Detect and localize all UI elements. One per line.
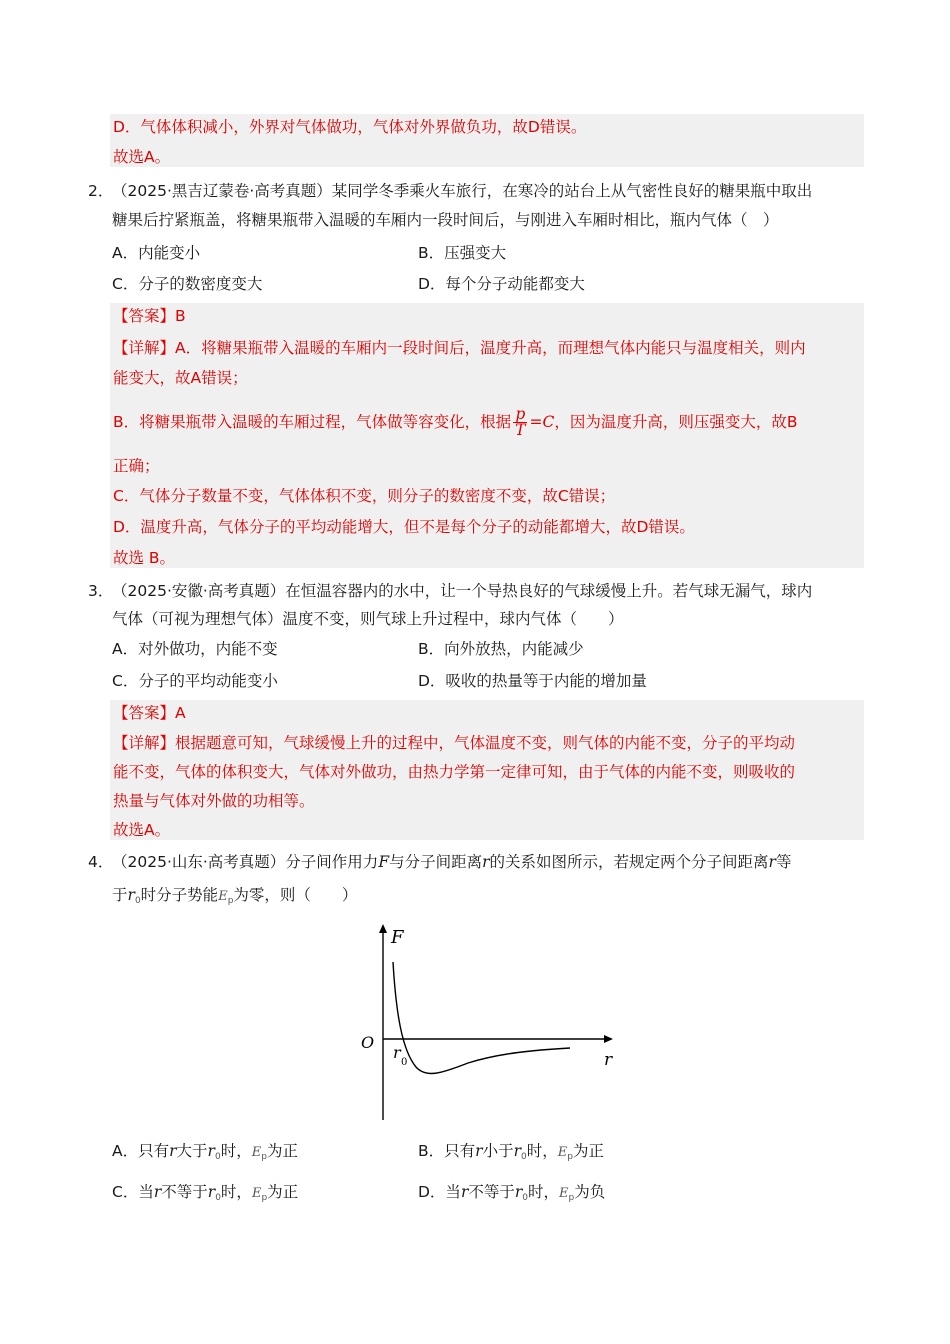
fraction-denominator: T: [515, 421, 526, 439]
q4-option-b: [418, 1140, 604, 1168]
q3-answer: 【答案】A: [113, 704, 186, 722]
q2-number: 2．: [88, 182, 114, 200]
q2-detail-line2: 能变大，故A错误；: [113, 369, 248, 387]
fraction-numerator: p: [513, 407, 527, 423]
var-Ep: E: [251, 1145, 262, 1160]
var-Ep: E: [251, 1186, 262, 1201]
q2-stem-line1: （2025·黑吉辽蒙卷·高考真题）某同学冬季乘火车旅行，在寒冷的站台上从气密性良好的糖果瓶中取出: [112, 182, 813, 200]
var-r0-subscript: 0: [522, 1193, 529, 1203]
q2-option-b-analysis: [113, 404, 797, 440]
option-text: B．只有: [418, 1142, 476, 1160]
var-Ep-subscript: p: [567, 1152, 573, 1162]
y-axis-label: F: [391, 927, 404, 948]
q1-option-d-analysis: D．气体体积减小，外界对气体做功，气体对外界做负功，故D错误。: [113, 118, 587, 136]
var-r0: r: [127, 886, 135, 904]
q2-option-a: A．内能变小: [112, 244, 201, 262]
var-Ep-subscript: p: [261, 1193, 268, 1203]
option-text: 时，: [526, 1142, 558, 1160]
option-text: D．当: [418, 1183, 461, 1201]
option-text: 不等于: [161, 1183, 208, 1201]
force-curve: [393, 962, 570, 1074]
var-Ep: E: [557, 1145, 568, 1160]
var-r0: r: [207, 1183, 216, 1201]
var-r0: r: [207, 1142, 215, 1160]
q4-stem-text-g: 为零，则（ ）: [233, 886, 358, 904]
q3-detail-line1: 【详解】根据题意可知，气球缓慢上升的过程中，气体温度不变，则气体的内能不变，分子的平均动: [113, 734, 796, 752]
q2-b-text-suffix: ，因为温度升高，则压强变大，故B: [554, 413, 798, 431]
q3-conclusion: 故选A。: [113, 821, 171, 839]
q2-conclusion: 故选 B。: [113, 549, 176, 567]
q2-option-c-analysis: C．气体分子数量不变，气体体积不变，则分子的数密度不变，故C错误；: [113, 487, 616, 505]
q2-stem-line2: 糖果后拧紧瓶盖，将糖果瓶带入温暖的车厢内一段时间后，与刚进入车厢时相比，瓶内气体（ ）: [112, 211, 779, 229]
q1-conclusion: 故选A。: [113, 148, 171, 166]
q2-option-b: B．压强变大: [418, 244, 507, 262]
option-text: C．当: [112, 1183, 154, 1201]
q4-option-a: [112, 1140, 298, 1168]
q4-option-d: [418, 1181, 605, 1209]
q3-option-b: B．向外放热，内能减少: [418, 640, 584, 658]
q2-detail-line1: 【详解】A．将糖果瓶带入温暖的车厢内一段时间后，温度升高，而理想气体内能只与温度相关，则内: [113, 339, 806, 357]
var-r: r: [169, 1142, 177, 1160]
q2-option-d: D．每个分子动能都变大: [418, 275, 585, 293]
q2-option-d-analysis: D．温度升高，气体分子的平均动能增大，但不是每个分子的动能都增大，故D错误。: [113, 518, 695, 536]
q4-stem-line1: [112, 851, 791, 873]
var-Ep-subscript: p: [261, 1152, 267, 1162]
r0-label-subscript: 0: [401, 1057, 408, 1068]
q2-option-c: C．分子的数密度变大: [112, 275, 263, 293]
var-r: r: [153, 1183, 162, 1201]
option-text: 为正: [267, 1183, 299, 1201]
q3-option-c: C．分子的平均动能变小: [112, 672, 278, 690]
var-r0: r: [513, 1142, 521, 1160]
q2-option-b-analysis-line2: 正确；: [113, 457, 160, 475]
x-axis-label: r: [604, 1050, 613, 1070]
var-r0-subscript: 0: [134, 896, 141, 906]
option-text: 时，: [220, 1142, 252, 1160]
force-distance-graph: [350, 918, 630, 1126]
option-text: A．只有: [112, 1142, 170, 1160]
q2-b-text-prefix: B．将糖果瓶带入温暖的车厢过程，气体做等容变化，根据: [113, 413, 512, 431]
var-r0: r: [514, 1183, 523, 1201]
q3-option-d: D．吸收的热量等于内能的增加量: [418, 672, 647, 690]
var-r: r: [482, 853, 490, 871]
option-text: 为负: [574, 1183, 606, 1201]
x-axis-arrow: [604, 1035, 613, 1043]
q4-stem-text-c: 的关系如图所示，若规定两个分子间距离: [489, 853, 769, 871]
q2-answer: 【答案】B: [113, 307, 186, 325]
q3-detail-line2: 能不变，气体的体积变大，气体对外做功，由热力学第一定律可知，由于气体的内能不变，则吸收的: [113, 763, 796, 781]
q4-stem-text-d: 等: [775, 853, 792, 871]
option-text: 时，: [220, 1183, 252, 1201]
q3-stem-line2: 气体（可视为理想气体）温度不变，则气球上升过程中，球内气体（ ）: [112, 610, 624, 628]
r0-label: r: [393, 1043, 401, 1062]
var-r: r: [475, 1142, 483, 1160]
q4-stem-text-f: 时分子势能: [140, 886, 219, 904]
q4-stem-text-b: 与分子间距离: [389, 853, 483, 871]
q4-stem-text-e: 于: [112, 886, 128, 904]
option-text: 为正: [266, 1142, 298, 1160]
fraction-rhs: =C: [529, 413, 555, 431]
var-Ep-subscript: p: [568, 1193, 575, 1203]
q4-stem-line2: [112, 884, 357, 912]
q4-number: 4．: [88, 853, 114, 871]
option-text: 时，: [528, 1183, 560, 1201]
gas-law-fraction: [513, 407, 527, 438]
var-Ep: E: [559, 1186, 569, 1201]
option-text: 为正: [572, 1142, 604, 1160]
var-r0-subscript: 0: [214, 1152, 221, 1162]
q3-stem-line1: （2025·安徽·高考真题）在恒温容器内的水中，让一个导热良好的气球缓慢上升。若气球无漏气，球内: [112, 582, 813, 600]
option-text: 大于: [176, 1142, 208, 1160]
var-r0-subscript: 0: [521, 1152, 527, 1162]
q3-option-a: A．对外做功，内能不变: [112, 640, 278, 658]
origin-label: O: [361, 1033, 375, 1052]
var-r0-subscript: 0: [215, 1193, 221, 1203]
q3-detail-line3: 热量与气体对外做的功相等。: [113, 792, 315, 810]
var-Ep-subscript: p: [227, 896, 234, 906]
y-axis-arrow: [379, 924, 387, 933]
q4-option-c: [112, 1181, 298, 1209]
q3-number: 3．: [88, 582, 114, 600]
var-r: r: [768, 853, 776, 871]
option-text: 小于: [482, 1142, 514, 1160]
var-r: r: [460, 1183, 469, 1201]
var-F: F: [378, 853, 390, 871]
option-text: 不等于: [468, 1183, 515, 1201]
q4-stem-text-a: （2025·山东·高考真题）分子间作用力: [112, 853, 379, 871]
var-Ep: E: [218, 889, 228, 904]
